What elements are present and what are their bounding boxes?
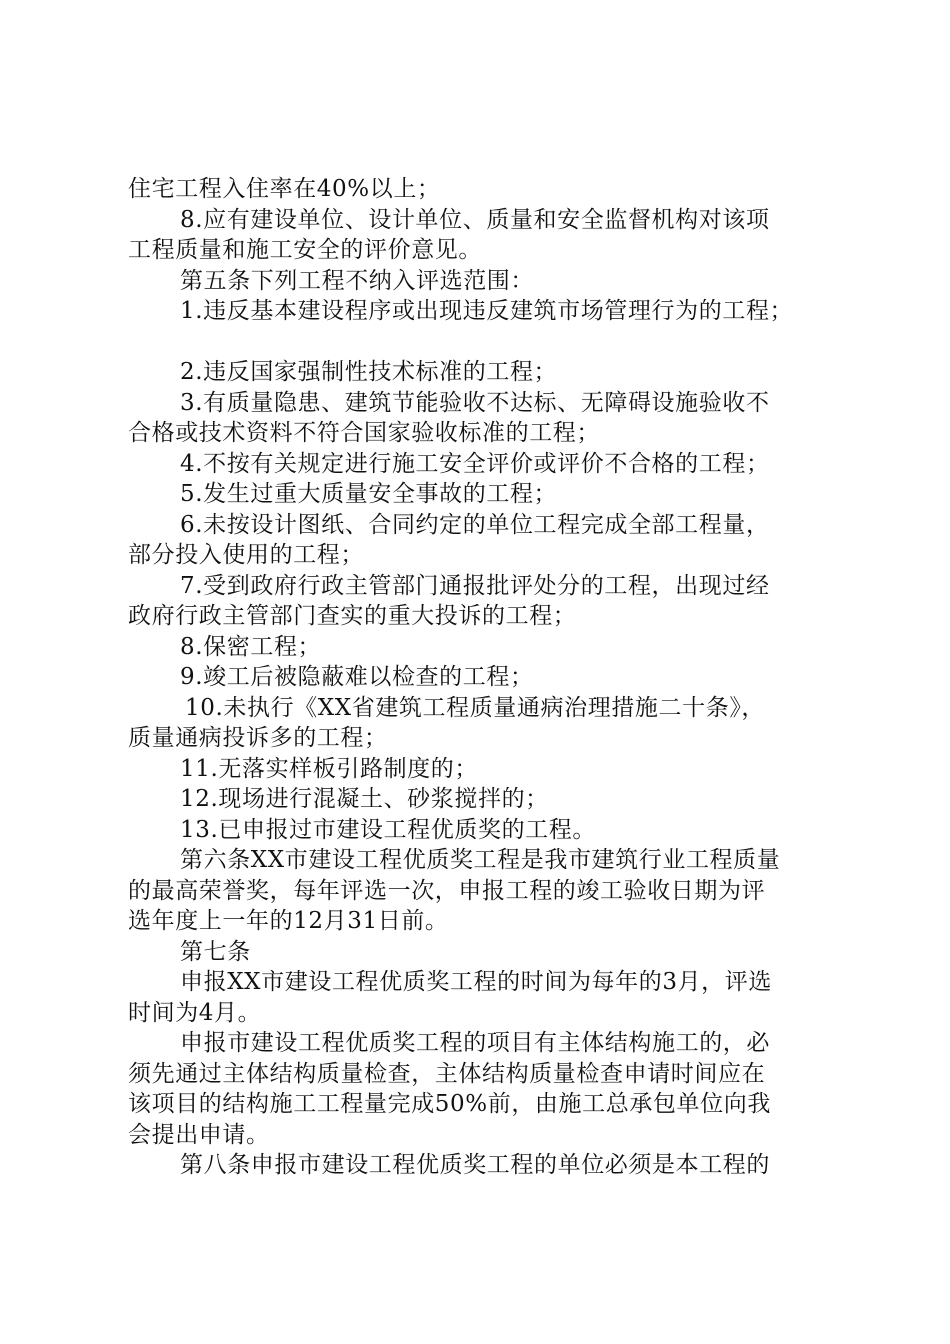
section-heading: 第八条申报市建设工程优质奖工程的单位必须是本工程的: [180, 1152, 770, 1178]
paragraph-line: 时间为4月。: [128, 999, 262, 1026]
paragraph-line: 8.应有建设单位、设计单位、质量和安全监督机构对该项: [180, 206, 770, 233]
list-item: 12.现场进行混凝土、砂浆搅拌的；: [180, 786, 549, 812]
list-item: 10.未执行《XX省建筑工程质量通病治理措施二十条》，: [185, 694, 766, 721]
paragraph-line: 须先通过主体结构质量检查，主体结构质量检查申请时间应在: [128, 1060, 766, 1087]
paragraph-line: 部分投入使用的工程；: [128, 542, 364, 568]
paragraph-line: 的最高荣誉奖，每年评选一次，申报工程的竣工验收日期为评: [128, 877, 766, 904]
list-item: 9.竣工后被隐蔽难以检查的工程；: [180, 664, 534, 690]
blank-line: [128, 327, 840, 358]
paragraph-line: 该项目的结构施工工程量完成50%前，由施工总承包单位向我: [128, 1091, 771, 1117]
paragraph-line: 质量通病投诉多的工程；: [128, 725, 388, 751]
section-heading: 第七条: [180, 938, 251, 965]
list-item: 5.发生过重大质量安全事故的工程；: [180, 481, 558, 507]
list-item: 11.无落实样板引路制度的；: [180, 755, 478, 782]
paragraph-line: 政府行政主管部门查实的重大投诉的工程；: [128, 603, 577, 629]
list-item: 1.违反基本建设程序或出现违反建筑市场管理行为的工程；: [180, 298, 794, 324]
list-item: 8.保密工程；: [180, 633, 322, 660]
list-item: 13.已申报过市建设工程优质奖的工程。: [180, 816, 596, 843]
paragraph-line: 申报市建设工程优质奖工程的项目有主体结构施工的，必: [180, 1030, 770, 1056]
section-heading: 第五条下列工程不纳入评选范围：: [180, 267, 534, 294]
list-item: 4.不按有关规定进行施工安全评价或评价不合格的工程；: [180, 450, 770, 477]
list-item: 7.受到政府行政主管部门通报批评处分的工程，出现过经: [180, 572, 770, 599]
document-body: [128, 174, 840, 1181]
list-item: 2.违反国家强制性技术标准的工程；: [180, 359, 558, 385]
paragraph-line: 申报XX市建设工程优质奖工程的时间为每年的3月，评选: [180, 969, 772, 995]
section-heading: 第六条XX市建设工程优质奖工程是我市建筑行业工程质量: [180, 847, 781, 873]
paragraph-line: 选年度上一年的12月31日前。: [128, 908, 449, 934]
list-item: 6.未按设计图纸、合同约定的单位工程完成全部工程量，: [180, 511, 770, 538]
list-item: 3.有质量隐患、建筑节能验收不达标、无障碍设施验收不: [180, 389, 770, 416]
paragraph-line: 会提出申请。: [128, 1121, 270, 1148]
paragraph-line: 合格或技术资料不符合国家验收标准的工程；: [128, 420, 600, 446]
paragraph-line: 工程质量和施工安全的评价意见。: [128, 237, 482, 263]
paragraph-line: 住宅工程入住率在40%以上；: [128, 176, 441, 202]
